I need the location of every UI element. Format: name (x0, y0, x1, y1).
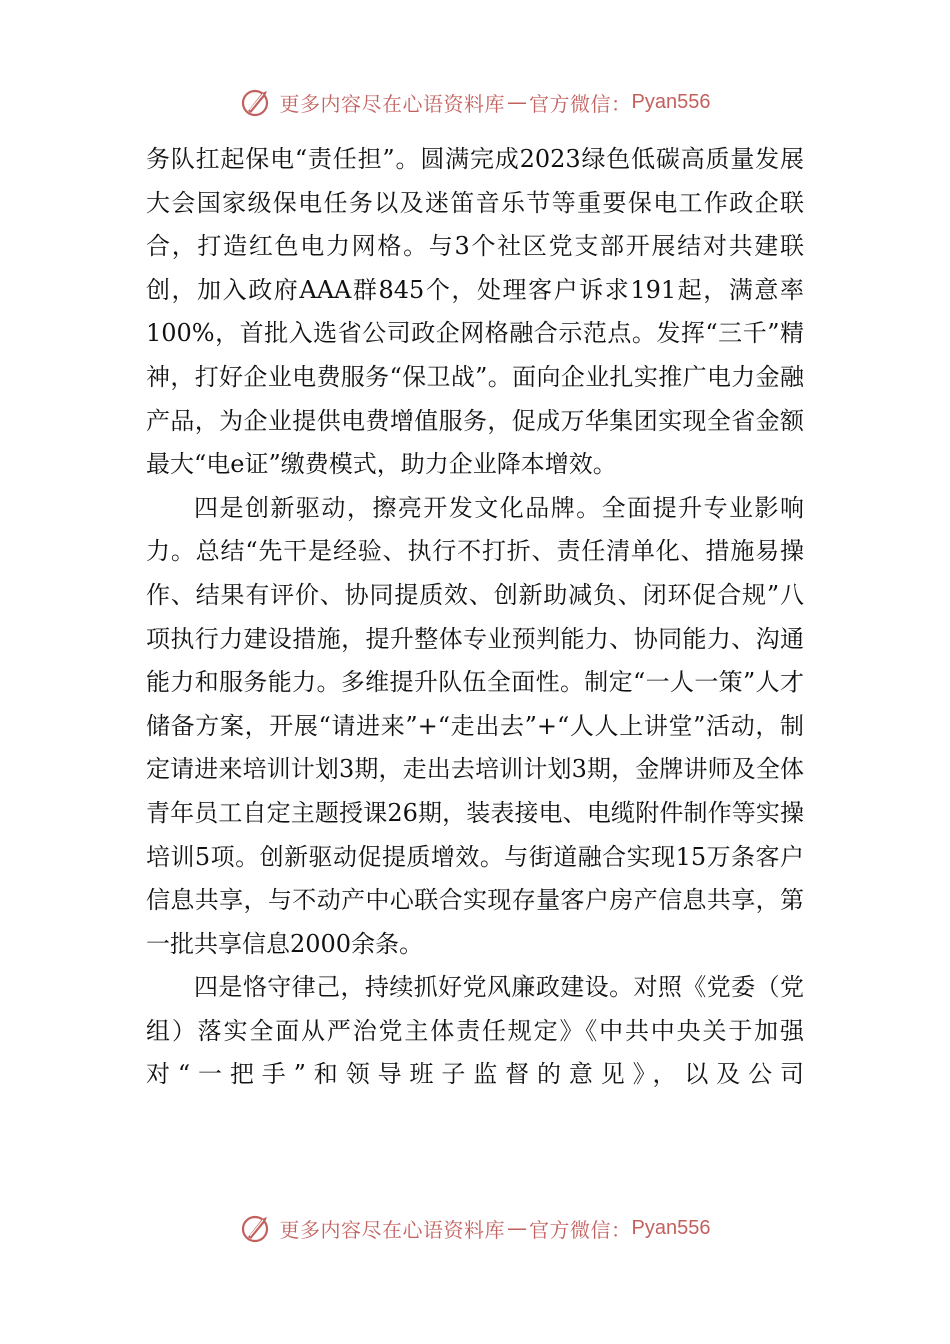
document-body (146, 138, 804, 1097)
watermark-wechat-id: Pyan556 (631, 1216, 711, 1239)
header-watermark-banner (0, 82, 950, 122)
watermark-site-text: 更多内容尽在心语资料库 (279, 1217, 506, 1242)
paragraph-innovation-drive: 四是创新驱动，擦亮开发文化品牌。全面提升专业影响力。总结“先干是经验、执行不打折、责任清单化、措施易操作、结果有评价、协同提质效、创新助减负、闭环促合规”八项执行力建设措施，提升整体专业预判能力、协同能力、沟通能力和服务能力。多维提升队伍全面性。制定“一人一策”人才储备方案，开展“请进来”+“走出去”+“人人上讲堂”活动，制定请进来培训计划3期，走出去培训计划3期，金牌讲师及全体青年员工自定主题授课26期，装表接电、电缆附件制作等实操培训5项。创新驱动促提质增效。与街道融合实现15万条客户信息共享，与不动产中心联合实现存量客户房产信息共享，第一批共享信息2000余条。 (146, 493, 804, 958)
pen-nib-circle-icon (240, 1211, 274, 1245)
watermark-separator: — (507, 90, 528, 114)
paragraph-self-discipline: 四是恪守律己，持续抓好党风廉政建设。对照《党委（党组）落实全面从严治党主体责任规定》《中共中央关于加强对“一把手”和领导班子监督的意见》，以及公司 (146, 973, 804, 1089)
paragraph-service-guarantee: 务队扛起保电“责任担”。圆满完成2023绿色低碳高质量发展大会国家级保电任务以及迷笛音乐节等重要保电工作政企联合，打造红色电力网格。与3个社区党支部开展结对共建联创，加入政府AAA群845个，处理客户诉求191起，满意率100%，首批入选省公司政企网格融合示范点。发挥“三千”精神，打好企业电费服务“保卫战”。面向企业扎实推广电力金融产品，为企业提供电费增值服务，促成万华集团实现全省金额最大“电e证”缴费模式，助力企业降本增效。 (146, 145, 804, 479)
watermark-wechat-label: 官方微信： (529, 91, 632, 116)
footer-watermark-banner (0, 1208, 950, 1248)
watermark-wechat-id: Pyan556 (631, 90, 711, 113)
watermark-site-text: 更多内容尽在心语资料库 (279, 91, 506, 116)
pen-nib-circle-icon (240, 85, 274, 119)
watermark-separator: — (507, 1216, 528, 1240)
watermark-wechat-label: 官方微信： (529, 1217, 632, 1242)
